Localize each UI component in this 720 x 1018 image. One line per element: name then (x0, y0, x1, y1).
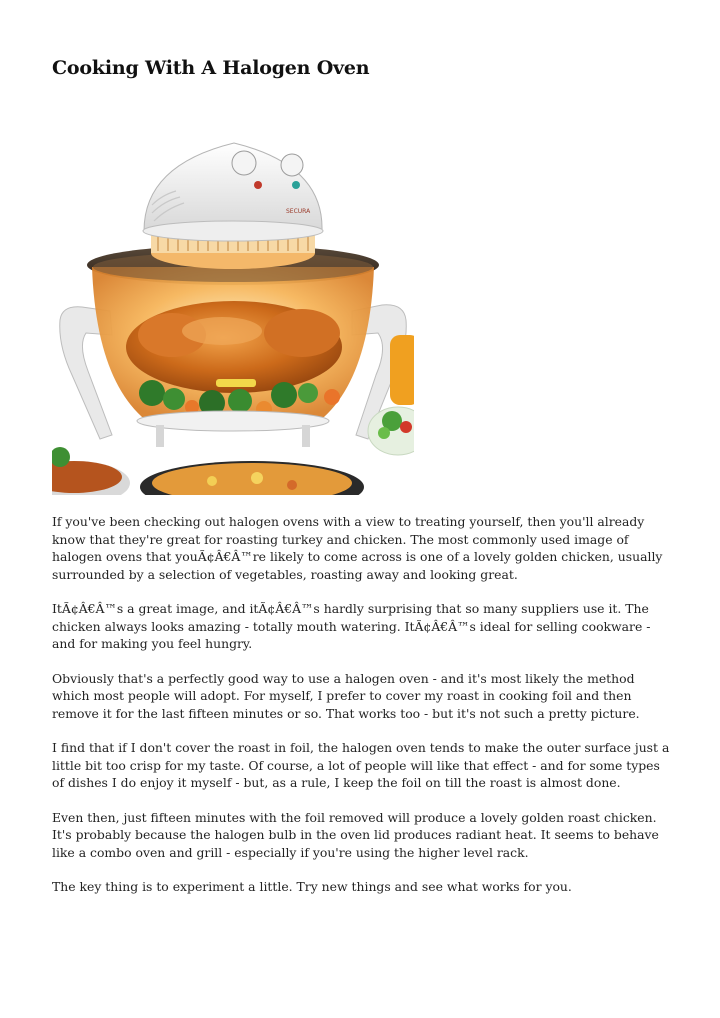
paragraph: Even then, just fifteen minutes with the foil removed will produce a lovely golden roast chicken. It's probably because the halogen bulb in the oven lid produces radiant heat. It seems to behave like a combo oven and grill - especially if you're using the higher level rack. (52, 809, 659, 860)
paragraph: ItÃ¢Â€Â™s a great image, and itÃ¢Â€Â™s hardly surprising that so many suppliers use it. The chicken always looks amazing - totally mouth watering. ItÃ¢Â€Â™s ideal for selling cookware - and for making you feel hungry. (52, 601, 651, 651)
brand-logo: SECURA (286, 208, 311, 215)
article-body (52, 513, 672, 913)
page-title: Cooking With A Halogen Oven (52, 57, 370, 79)
paragraph: I find that if I don't cover the roast in foil, the halogen oven tends to make the outer surface just a little bit too crisp for my taste. Of course, a lot of people will like that effect - and for some types of dishes I do enjoy it myself - but, as a rule, I keep the foil on till the roast is almost done. (52, 740, 670, 790)
halogen-oven-photo (52, 135, 414, 495)
halogen-oven-illustration (52, 135, 414, 495)
paragraph: If you've been checking out halogen ovens with a view to treating yourself, then you'll already know that they're great for roasting turkey and chicken. The most commonly used image of halogen ovens that youÃ¢Â€Â™re likely to come across is one of a lovely golden chicken, usually surrounded by a selection of vegetables, roasting away and looking great. (52, 514, 663, 582)
paragraph: The key thing is to experiment a little. Try new things and see what works for you. (52, 879, 572, 894)
paragraph: Obviously that's a perfectly good way to use a halogen oven - and it's most likely the method which most people will adopt. For myself, I prefer to cover my roast in cooking foil and then remove it for the last fifteen minutes or so. That works too - but it's not such a pretty picture. (52, 670, 640, 721)
